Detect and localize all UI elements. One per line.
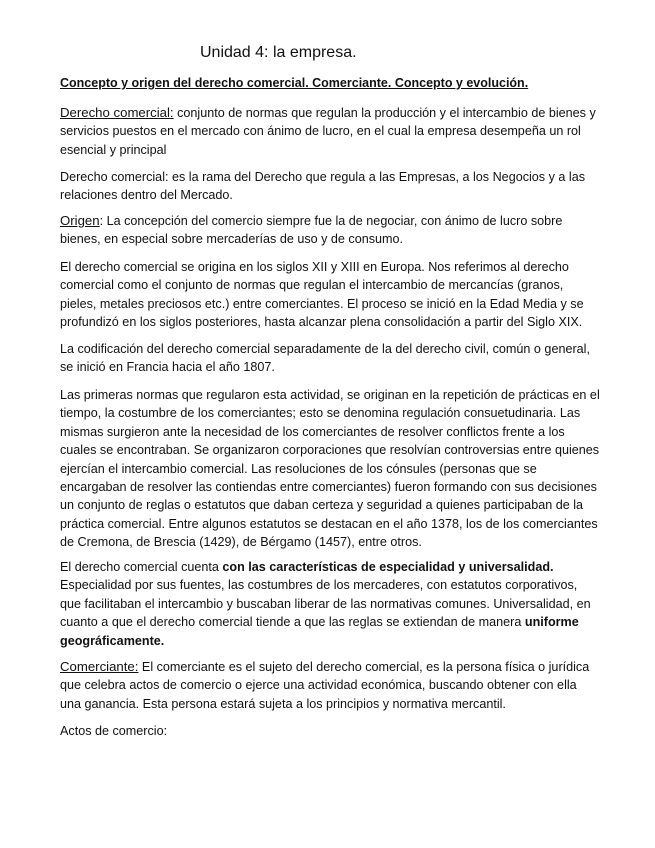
paragraph-text: El comerciante es el sujeto del derecho comercial, es la persona física o jurídica que celebra actos de comercio o ejerce una actividad económica, buscando obtener con ella una ganancia. Esta persona estará sujeta a los principios y normativa mercantil. <box>60 660 590 711</box>
paragraph-primeras-normas: Las primeras normas que regularon esta actividad, se originan en la repetición de prácticas en el tiempo, la costumbre de los comerciantes; esto se denomina regulación consuetudinaria. Las mismas surgieron ante la necesidad de los comerciantes de resolver conflictos frente a los cuales se encontraban. Se organizaron corporaciones que resolvían controversias entre quienes ejercían el intercambio comercial. Las resoluciones de los cónsules (personas que se encargaban de resolver las contiendas entre comerciantes) fueron formando con sus decisiones un conjunto de reglas o estatutos que daban certeza y seguridad a quienes participaban de la práctica comercial. Entre algunos estatutos se destacan en el año 1378, los de los comerciantes de Cremona, de Brescia (1429), de Bérgamo (1457), entre otros. <box>60 388 600 550</box>
page-title: Unidad 4: la empresa. <box>200 44 357 61</box>
paragraph-text: conjunto de normas que regulan la producción y el intercambio de bienes y servicios puestos en el mercado con ánimo de lucro, en el cual la empresa desempeña un rol esencial y principal <box>60 106 596 157</box>
paragraph-origen-siglos: El derecho comercial se origina en los siglos XII y XIII en Europa. Nos referimos al derecho comercial como el conjunto de normas que regulan el intercambio de mercancías (granos, pieles, metales preciosos etc.) entre comerciantes. El proceso se inició en la Edad Media y se profundizó en los siglos posteriores, hasta alcanzar plena consolidación a partir del Siglo XIX. <box>60 260 584 330</box>
paragraph-origen <box>60 212 600 249</box>
paragraph-text: Especialidad por sus fuentes, las costumbres de los mercaderes, con estatutos corporativos, que facilitaban el intercambio y buscaban liberar de las normativas comunes. Universalidad, en cuanto a que el derecho comercial tiende a que las reglas se extiendan de manera <box>60 578 591 630</box>
term-derecho-comercial: Derecho comercial: <box>60 105 174 120</box>
bold-text: uniforme geográficamente. <box>60 615 579 648</box>
term-comerciante: Comerciante: <box>60 659 139 674</box>
paragraph-derecho-comercial-rama: Derecho comercial: es la rama del Derecho que regula a las Empresas, a los Negocios y a las relaciones dentro del Mercado. <box>60 170 585 203</box>
paragraph-comerciante <box>60 658 600 713</box>
term-origen: Origen <box>60 213 100 228</box>
paragraph-codificacion: La codificación del derecho comercial separadamente de la del derecho civil, común o general, se inició en Francia hacia el año 1807. <box>60 342 590 375</box>
bold-text: con las características de especialidad y universalidad. <box>222 560 554 574</box>
paragraph-actos-de-comercio: Actos de comercio: <box>60 724 168 738</box>
paragraph-caracteristicas <box>60 558 600 650</box>
paragraph-text: : La concepción del comercio siempre fue la de negociar, con ánimo de lucro sobre bienes, en especial sobre mercaderías de uso y de consumo. <box>60 214 563 247</box>
paragraph-text: El derecho comercial cuenta <box>60 560 223 574</box>
paragraph-derecho-comercial-definition <box>60 104 600 159</box>
section-subtitle: Concepto y origen del derecho comercial. Comerciante. Concepto y evolución. <box>60 76 529 90</box>
